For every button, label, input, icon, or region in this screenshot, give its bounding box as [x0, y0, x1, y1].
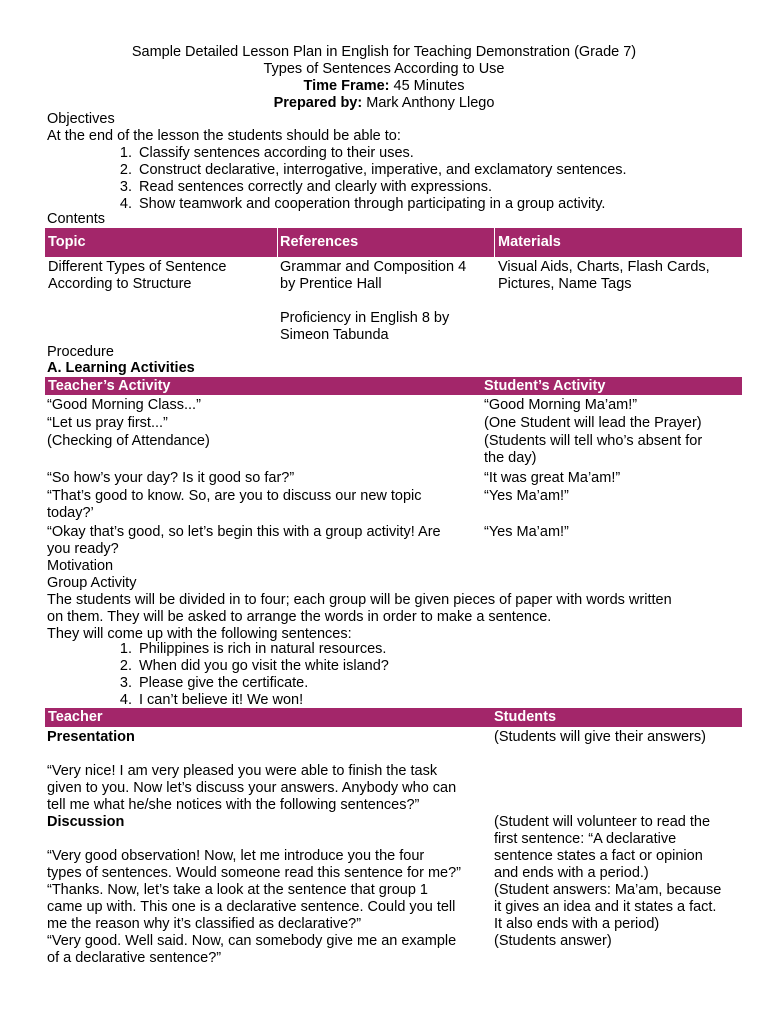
column-teacher: Teacher: [48, 709, 103, 725]
discussion-teacher-text: “Very good observation! Now, let me introduce you the four types of sentences. Would someone read this sentence for me?” “Thanks. Now, let’s take a look at the sentence that group 1 came up with. This one is a declarative sentence. Could you tell me the reason why it’s classified as declarative?” “Very good. Well said. Now, can somebody give me an example of a declarative sentence?”: [47, 848, 462, 966]
lesson-plan-page: Sample Detailed Lesson Plan in English for Teaching Demonstration (Grade 7) Types of Sentences According to Use Time Frame: 45 Minutes Prepared by: Mark Anthony Llego Objectives At the end of the lesson the students should be able to: 1. Classify sentences according to their uses. 2. Construct declarative, interrogative, imperative, and exclamatory sentences. 3. Read sentences correctly and clearly with expressions. 4. Show teamwork and cooperation through participating in a group activity. Contents Topic References Materials Different Types of Sentence According to Structure Grammar and Composition 4 by Prentice Hall Proficiency in English 8 by Simeon Tabunda Visual Aids, Charts, Flash Cards, Pictures, Name Tags Procedure A. Learning Activities Teacher’s Activity Student’s Activity “Good Morning Class...” “Good Morning Ma’am!” “Let us pray first...” (One Student will lead the Prayer) (Checking of Attendance) (Students will tell who’s absent for the day) “So how’s your day? Is it good so far?” “It was great Ma’am!” “That’s good to know. So, are you to discuss our new topic today?’ “Yes Ma’am!” “Okay that’s good, so let’s begin this with a group activity! Are you ready? “Yes Ma’am!” Motivation Group Activity The students will be divided in to four; each group will be given pieces of paper with words written on them. They will be asked to arrange the words in order to make a sentence. They will come up with the following sentences: 1. Philippines is rich in natural resources. 2. When did you go visit the white island? 3. Please give the certificate. 4. I can’t believe it! We won! Teacher Students Presentation (Students will give their answers) “Very nice! I am very pleased you were able to finish the task given to you. Now let’s discuss your answers. Anybody who can tell me what he/she notices with the following sentences?” Discussion “Very good observation! Now, let me introduce you the four types of sentences. Would someone read this sentence for me?” “Thanks. Now, let’s take a look at the sentence that group 1 came up with. This one is a declarative sentence. Could you tell me the reason why it’s classified as declarative?” “Very good. Well said. Now, can somebody give me an example of a declarative sentence?” (Student will volunteer to read the first sentence: “A declarative sentence states a fact or opinion and ends with a period.) (Student answers: Ma’am, because it gives an idea and it states a fact. It also ends with a period) (Students answer): [0, 0, 768, 1024]
motivation-paragraph: The students will be divided in to four; each group will be given pieces of paper with words written on them. They will be asked to arrange the words in order to make a sentence. They will come up with the following sentences:: [47, 592, 672, 642]
teacher-line: “That’s good to know. So, are you to discuss our new topic today?’: [47, 488, 422, 521]
student-line: (One Student will lead the Prayer): [484, 415, 702, 431]
discussion-student-text: (Student will volunteer to read the first sentence: “A declarative sentence states a fact or opinion and ends with a period.) (Student answers: Ma’am, because it gives an idea and it states a fact. It also ends with a period) (Students answer): [494, 814, 722, 949]
contents-references-cell: Grammar and Composition 4 by Prentice Hall Proficiency in English 8 by Simeon Tabunda: [280, 259, 467, 343]
group-activity-heading: Group Activity: [47, 575, 137, 591]
document-subtitle: Types of Sentences According to Use: [263, 61, 505, 77]
column-references: References: [280, 234, 359, 250]
column-student-activity: Student’s Activity: [484, 378, 606, 394]
discussion-heading: Discussion: [47, 814, 125, 830]
student-line: “Yes Ma’am!”: [484, 488, 569, 504]
prepared-by: [0, 95, 768, 112]
activities-table-header: [45, 377, 742, 395]
teacher-line: “So how’s your day? Is it good so far?”: [47, 470, 295, 486]
presentation-heading: Presentation: [47, 729, 135, 745]
prepared-by-value: Mark Anthony Llego: [362, 95, 495, 111]
student-line: “It was great Ma’am!”: [484, 470, 621, 486]
objectives-heading: Objectives: [47, 111, 115, 127]
contents-table-header: [45, 228, 742, 257]
time-frame-label: Time Frame:: [303, 78, 390, 94]
time-frame-value: 45 Minutes: [389, 78, 465, 94]
student-line: “Good Morning Ma’am!”: [484, 397, 638, 413]
prepared-by-label: Prepared by:: [273, 95, 363, 111]
student-line: (Students will tell who’s absent for the day): [484, 433, 703, 466]
student-line: “Yes Ma’am!”: [484, 524, 569, 540]
column-teacher-activity: Teacher’s Activity: [48, 378, 171, 394]
column-topic: Topic: [48, 234, 86, 250]
motivation-heading: Motivation: [47, 558, 114, 574]
procedure-heading: Procedure: [47, 344, 114, 360]
teacher-line: “Okay that’s good, so let’s begin this with a group activity! Are you ready?: [47, 524, 441, 557]
column-materials: Materials: [498, 234, 561, 250]
column-students: Students: [494, 709, 557, 725]
time-frame: [0, 78, 768, 95]
teacher-students-header: [45, 708, 742, 727]
teacher-line: (Checking of Attendance): [47, 433, 210, 449]
presentation-student-line: (Students will give their answers): [494, 729, 706, 745]
learning-activities-heading: A. Learning Activities: [47, 360, 195, 376]
document-title: Sample Detailed Lesson Plan in English for Teaching Demonstration (Grade 7): [131, 44, 637, 60]
contents-heading: Contents: [47, 211, 106, 227]
teacher-line: “Let us pray first...”: [47, 415, 168, 431]
presentation-teacher-text: “Very nice! I am very pleased you were able to finish the task given to you. Now let’s discuss your answers. Anybody who can tell me what he/she notices with the following sentences?”: [47, 763, 457, 813]
objectives-intro: At the end of the lesson the students should be able to:: [47, 128, 401, 144]
contents-materials-cell: Visual Aids, Charts, Flash Cards, Pictures, Name Tags: [498, 259, 710, 292]
contents-topic-cell: Different Types of Sentence According to Structure: [48, 259, 227, 292]
teacher-line: “Good Morning Class...”: [47, 397, 201, 413]
